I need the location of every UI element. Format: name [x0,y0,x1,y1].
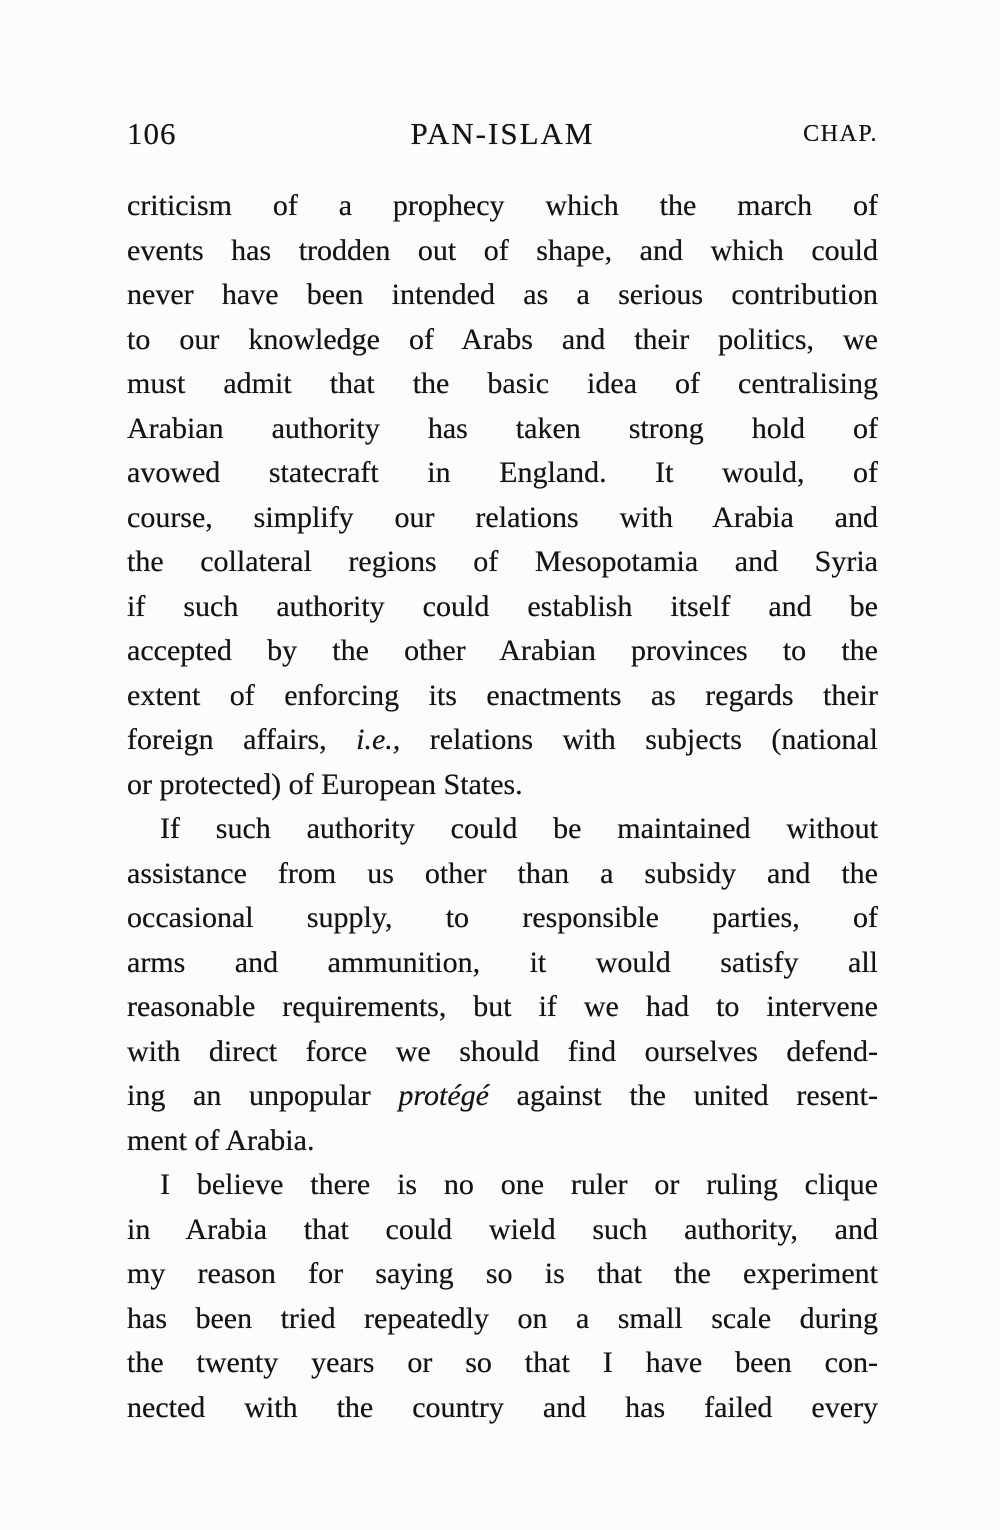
text-line [127,896,878,941]
text-line [127,718,878,763]
text-segment: or protected) of European States. [127,767,523,801]
chapter-label: CHAP. [803,121,878,147]
text-line [127,629,878,674]
text-line [127,1119,878,1164]
text-segment: the twenty years or so that I have been con- [127,1346,878,1379]
page-body [127,184,878,1430]
italic-text: protégé [398,1079,489,1112]
text-segment: against the united resent- [488,1079,879,1112]
text-segment: occasional supply, to responsible parties, of [127,901,878,934]
text-line [127,1341,878,1386]
text-line [127,1163,878,1208]
text-segment: events has trodden out of shape, and which could [127,233,878,267]
page-title: PAN-ISLAM [410,116,595,151]
text-segment: must admit that the basic idea of centralising [127,367,878,400]
text-line [127,807,878,852]
text-segment: I believe there is no one ruler or ruling clique [160,1168,878,1201]
text-segment: accepted by the other Arabian provinces to the [127,634,878,667]
text-line [127,229,878,274]
text-line [127,407,878,452]
italic-text: i.e., [356,723,401,756]
text-segment: arms and ammunition, it would satisfy all [127,945,878,979]
text-segment: with direct force we should find ourselves defend- [127,1034,878,1068]
text-segment: to our knowledge of Arabs and their politics, we [127,322,878,356]
text-segment: criticism of a prophecy which the march of [127,189,878,222]
text-segment: the collateral regions of Mesopotamia and Syria [127,545,878,578]
text-segment: ing an unpopular [127,1079,399,1112]
paragraph [127,184,878,807]
text-line [127,985,878,1030]
page-number: 106 [127,116,177,151]
text-line [127,1074,878,1119]
text-line [127,941,878,986]
text-line [127,852,878,897]
text-segment: ment of Arabia. [127,1123,315,1157]
text-segment: if such authority could establish itself and be [127,589,878,623]
text-segment: in Arabia that could wield such authority, and [127,1212,878,1246]
text-segment: avowed statecraft in England. It would, of [127,456,878,489]
text-line [127,496,878,541]
text-line [127,763,878,808]
text-line [127,1252,878,1297]
text-segment: assistance from us other than a subsidy and the [127,856,878,890]
text-line [127,1386,878,1431]
text-line [127,1030,878,1075]
text-segment: foreign affairs, [127,723,357,756]
text-segment: my reason for saying so is that the experiment [127,1257,878,1290]
text-line [127,1208,878,1253]
text-line [127,362,878,407]
text-segment: If such authority could be maintained without [160,812,878,845]
text-segment: course, simplify our relations with Arabia and [127,500,878,534]
text-line [127,540,878,585]
text-line [127,273,878,318]
text-line [127,451,878,496]
text-segment: extent of enforcing its enactments as regards their [127,678,878,712]
text-line [127,1297,878,1342]
text-segment: reasonable requirements, but if we had to intervene [127,990,878,1023]
text-segment: has been tried repeatedly on a small scale during [127,1301,878,1335]
text-segment: never have been intended as a serious contribution [127,278,878,311]
running-header [127,116,878,160]
text-line [127,674,878,719]
text-segment: relations with subjects (national [400,723,878,756]
text-segment: nected with the country and has failed every [127,1390,878,1424]
text-line [127,318,878,363]
text-line [127,184,878,229]
paragraph [127,807,878,1163]
text-line [127,585,878,630]
text-segment: Arabian authority has taken strong hold of [127,411,878,445]
paragraph [127,1163,878,1430]
